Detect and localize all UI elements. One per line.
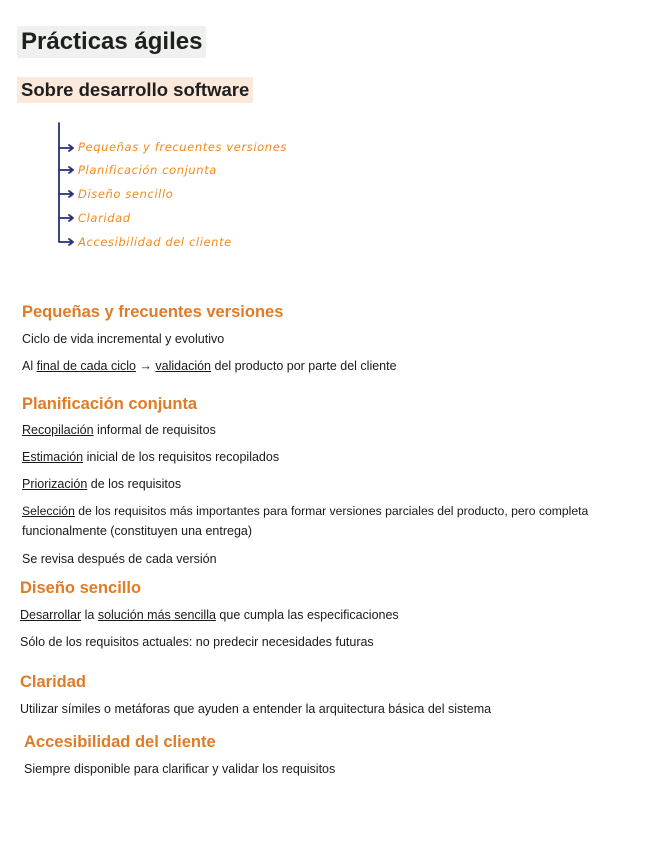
- section-heading-claridad: Claridad: [20, 673, 87, 691]
- paragraph: [20, 608, 399, 622]
- section-heading-accesibilidad: Accesibilidad del cliente: [24, 733, 216, 751]
- text: que cumpla las especificaciones: [215, 608, 399, 622]
- page-subtitle: Sobre desarrollo software: [17, 77, 253, 103]
- tree-connector-icon: [50, 118, 90, 253]
- paragraph: Utilizar símiles o metáforas que ayuden a entender la arquitectura básica del sistema: [20, 702, 492, 716]
- underlined-text: Selección: [22, 504, 75, 518]
- paragraph: Siempre disponible para clarificar y validar los requisitos: [24, 762, 336, 776]
- underlined-text: Priorización: [22, 477, 88, 491]
- paragraph: Sólo de los requisitos actuales: no predecir necesidades futuras: [20, 635, 374, 649]
- text: la: [81, 608, 98, 622]
- paragraph: funcionalmente (constituyen una entrega): [22, 524, 253, 538]
- handwritten-item: Accesibilidad del cliente: [78, 235, 232, 249]
- paragraph: [22, 450, 279, 464]
- underlined-text: validación: [155, 359, 212, 373]
- underlined-text: Estimación: [22, 450, 84, 464]
- text: de los requisitos más importantes para formar versiones parciales del producto, pero completa: [74, 504, 589, 518]
- text: inicial de los requisitos recopilados: [83, 450, 280, 464]
- text: Al: [22, 359, 37, 373]
- underlined-text: final de cada ciclo: [36, 359, 136, 373]
- paragraph: [22, 504, 588, 518]
- paragraph: Ciclo de vida incremental y evolutivo: [22, 332, 225, 346]
- handwritten-item: Pequeñas y frecuentes versiones: [78, 140, 287, 154]
- arrow-text: →: [135, 359, 156, 373]
- paragraph: [22, 477, 181, 491]
- section-heading-diseno: Diseño sencillo: [20, 579, 142, 597]
- paragraph: Se revisa después de cada versión: [22, 552, 217, 566]
- handwritten-item: Planificación conjunta: [78, 163, 217, 177]
- section-heading-pequenas: Pequeñas y frecuentes versiones: [22, 303, 284, 321]
- underlined-text: Recopilación: [22, 423, 94, 437]
- underlined-text: Desarrollar: [20, 608, 82, 622]
- underlined-text: solución más sencilla: [97, 608, 216, 622]
- paragraph: [22, 423, 216, 437]
- text: del producto por parte del cliente: [211, 359, 397, 373]
- text: informal de requisitos: [93, 423, 216, 437]
- handwritten-item: Diseño sencillo: [78, 187, 174, 201]
- text: de los requisitos: [87, 477, 182, 491]
- section-heading-planificacion: Planificación conjunta: [22, 395, 198, 413]
- page-title: Prácticas ágiles: [17, 26, 206, 58]
- handwritten-item: Claridad: [78, 211, 131, 225]
- paragraph: [22, 359, 397, 373]
